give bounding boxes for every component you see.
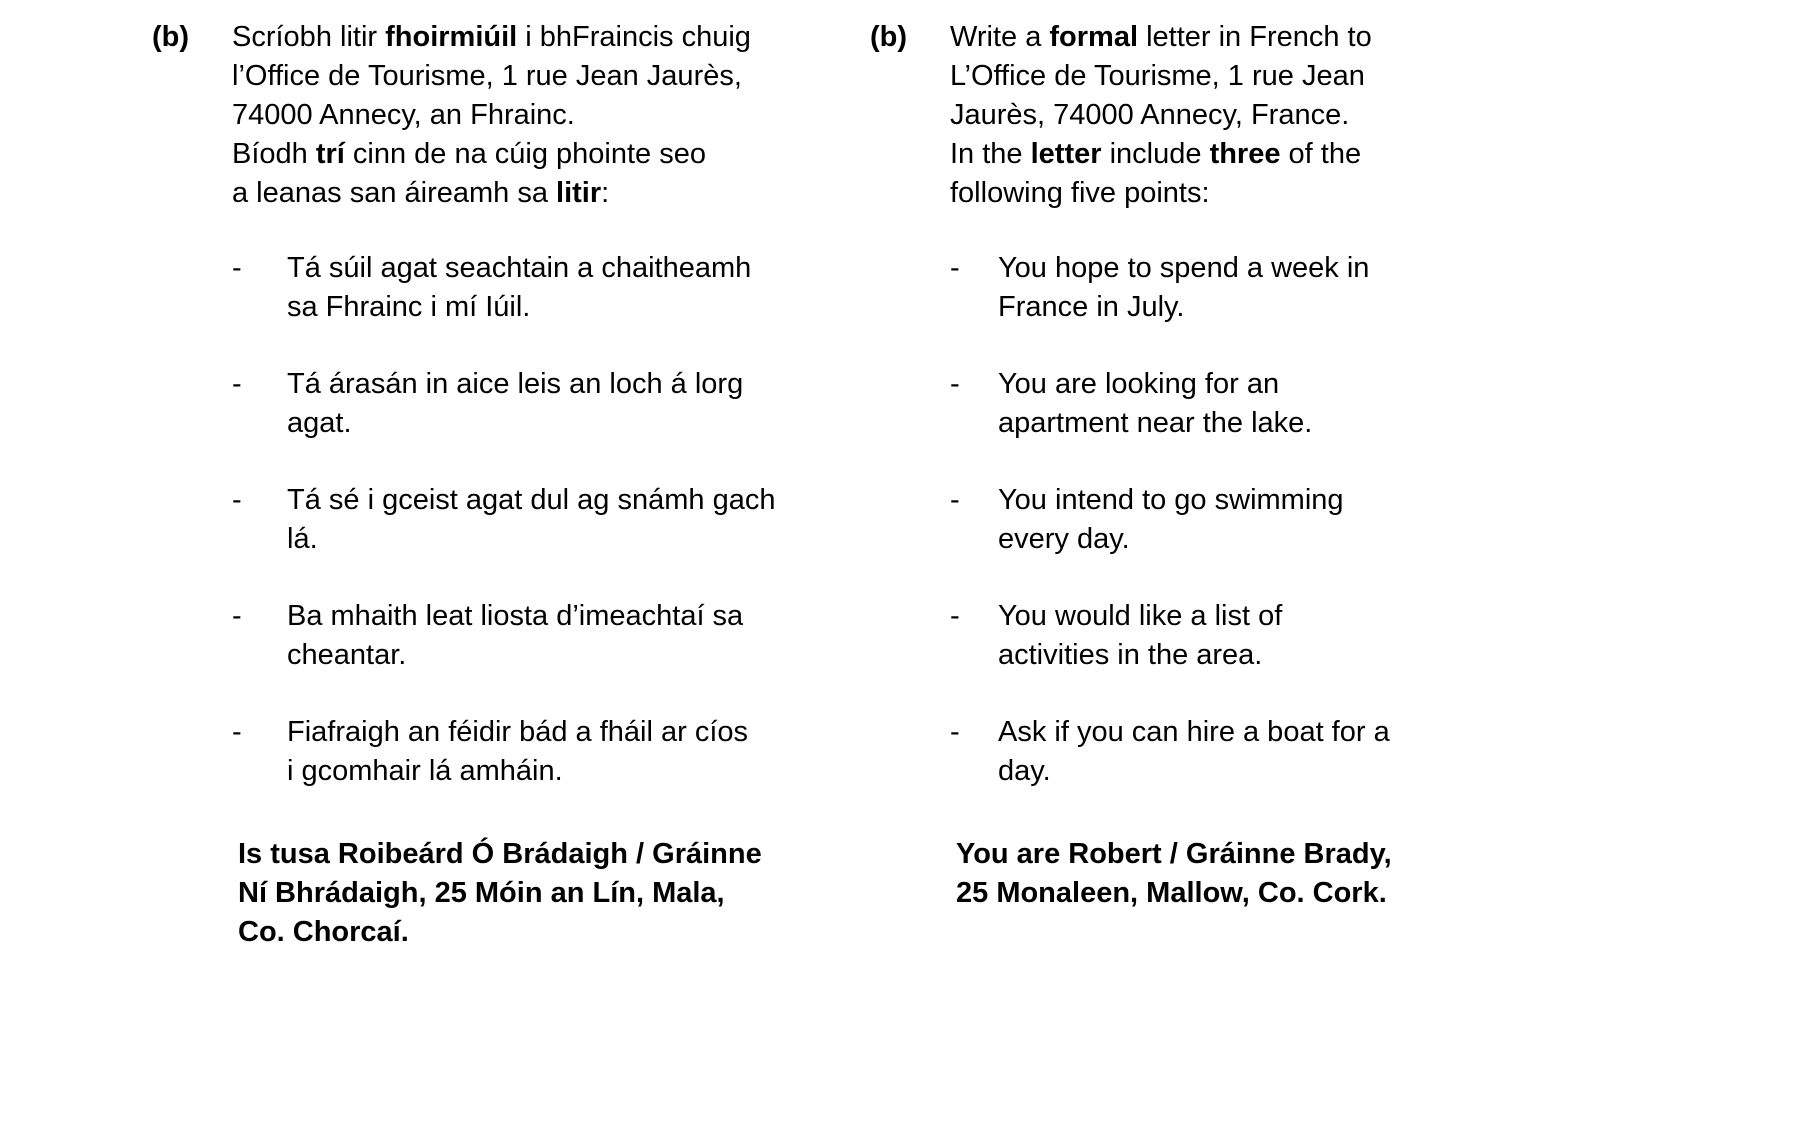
text-line: activities in the area.	[998, 639, 1263, 671]
list-item	[950, 365, 1700, 443]
list-item-text	[287, 597, 860, 675]
text-run: In the	[950, 138, 1031, 170]
bullet-dash-icon: -	[950, 484, 960, 516]
text-run: include	[1101, 138, 1210, 170]
text-line	[950, 96, 1700, 135]
text-line: lá.	[287, 523, 318, 555]
text-run: l’Office de Tourisme, 1 rue Jean Jaurès,	[232, 60, 742, 92]
text-run: Bíodh	[232, 138, 316, 170]
list-item	[232, 481, 860, 559]
list-item-text	[998, 597, 1700, 675]
text-line: apartment near the lake.	[998, 407, 1313, 439]
english-bullet-list	[950, 249, 1700, 791]
bold-run: fhoirmiúil	[385, 21, 518, 53]
text-line	[232, 135, 860, 174]
irish-intro-paragraph	[232, 18, 860, 213]
text-line: Ask if you can hire a boat for a	[998, 716, 1390, 748]
text-line: You hope to spend a week in	[998, 252, 1370, 284]
list-item	[232, 713, 860, 791]
text-line: You are looking for an	[998, 368, 1280, 400]
text-line	[232, 174, 860, 213]
text-line: cheantar.	[287, 639, 407, 671]
text-line: every day.	[998, 523, 1130, 555]
text-run: L’Office de Tourisme, 1 rue Jean	[950, 60, 1365, 92]
english-body	[950, 18, 1700, 913]
irish-part-label: (b)	[152, 21, 190, 53]
text-run: cinn de na cúig phointe seo	[344, 138, 706, 170]
irish-body	[232, 18, 860, 952]
text-run: following five points:	[950, 177, 1210, 209]
list-item	[950, 481, 1700, 559]
text-line: You intend to go swimming	[998, 484, 1344, 516]
text-line	[232, 18, 860, 57]
text-line: i gcomhair lá amháin.	[287, 755, 563, 787]
list-item	[950, 713, 1700, 791]
bold-run: formal	[1049, 21, 1139, 53]
list-item-text	[998, 713, 1700, 791]
list-item-text	[287, 365, 860, 443]
text-run: letter in French to	[1138, 21, 1372, 53]
bullet-dash-icon: -	[232, 484, 242, 516]
bullet-dash-icon: -	[232, 252, 242, 284]
bold-run: trí	[315, 138, 345, 170]
text-run: of the	[1280, 138, 1362, 170]
english-column	[860, 18, 1700, 913]
bullet-dash-icon: -	[232, 368, 242, 400]
text-line: You would like a list of	[998, 600, 1283, 632]
english-signature-block	[950, 835, 1700, 913]
list-item	[950, 249, 1700, 327]
text-line: France in July.	[998, 291, 1185, 323]
text-line	[950, 57, 1700, 96]
bullet-dash-icon: -	[232, 716, 242, 748]
text-line	[950, 135, 1700, 174]
text-run: i bhFraincis chuig	[517, 21, 751, 53]
list-item	[232, 249, 860, 327]
text-line: Co. Chorcaí.	[238, 916, 409, 948]
bold-run: letter	[1030, 138, 1102, 170]
list-item-text	[287, 713, 860, 791]
text-line: You are Robert / Gráinne Brady,	[956, 838, 1392, 870]
text-run: 74000 Annecy, an Fhrainc.	[232, 99, 575, 131]
bold-run: litir	[556, 177, 602, 209]
text-line: Is tusa Roibeárd Ó Brádaigh / Gráinne	[238, 838, 762, 870]
bilingual-columns	[0, 18, 1818, 952]
list-item-text	[998, 249, 1700, 327]
list-item	[232, 597, 860, 675]
text-line	[950, 174, 1700, 213]
list-item-text	[287, 481, 860, 559]
text-run: Write a	[950, 21, 1050, 53]
text-line: Ba mhaith leat liosta d’imeachtaí sa	[287, 600, 744, 632]
bullet-dash-icon: -	[950, 368, 960, 400]
bullet-dash-icon: -	[232, 600, 242, 632]
irish-column	[0, 18, 860, 952]
text-line: sa Fhrainc i mí Iúil.	[287, 291, 531, 323]
bullet-dash-icon: -	[950, 600, 960, 632]
text-line: day.	[998, 755, 1051, 787]
text-line: Ní Bhrádaigh, 25 Móin an Lín, Mala,	[238, 877, 725, 909]
list-item	[232, 365, 860, 443]
english-part-label: (b)	[870, 21, 908, 53]
text-line: Tá sé i gceist agat dul ag snámh gach	[287, 484, 776, 516]
text-line: Fiafraigh an féidir bád a fháil ar cíos	[287, 716, 749, 748]
text-line: Tá árasán in aice leis an loch á lorg	[287, 368, 744, 400]
english-intro-paragraph	[950, 18, 1700, 213]
list-item	[950, 597, 1700, 675]
bullet-dash-icon: -	[950, 252, 960, 284]
irish-bullet-list	[232, 249, 860, 791]
text-run: Jaurès, 74000 Annecy, France.	[950, 99, 1350, 131]
text-line	[232, 96, 860, 135]
list-item-text	[998, 365, 1700, 443]
text-run: :	[601, 177, 610, 209]
text-run: Scríobh litir	[232, 21, 386, 53]
text-line: 25 Monaleen, Mallow, Co. Cork.	[956, 877, 1387, 909]
bullet-dash-icon: -	[950, 716, 960, 748]
text-line: Tá súil agat seachtain a chaitheamh	[287, 252, 752, 284]
bold-run: three	[1209, 138, 1281, 170]
list-item-text	[287, 249, 860, 327]
text-line	[950, 18, 1700, 57]
text-run: a leanas san áireamh sa	[232, 177, 557, 209]
irish-signature-block	[232, 835, 860, 952]
text-line: agat.	[287, 407, 352, 439]
list-item-text	[998, 481, 1700, 559]
text-line	[232, 57, 860, 96]
